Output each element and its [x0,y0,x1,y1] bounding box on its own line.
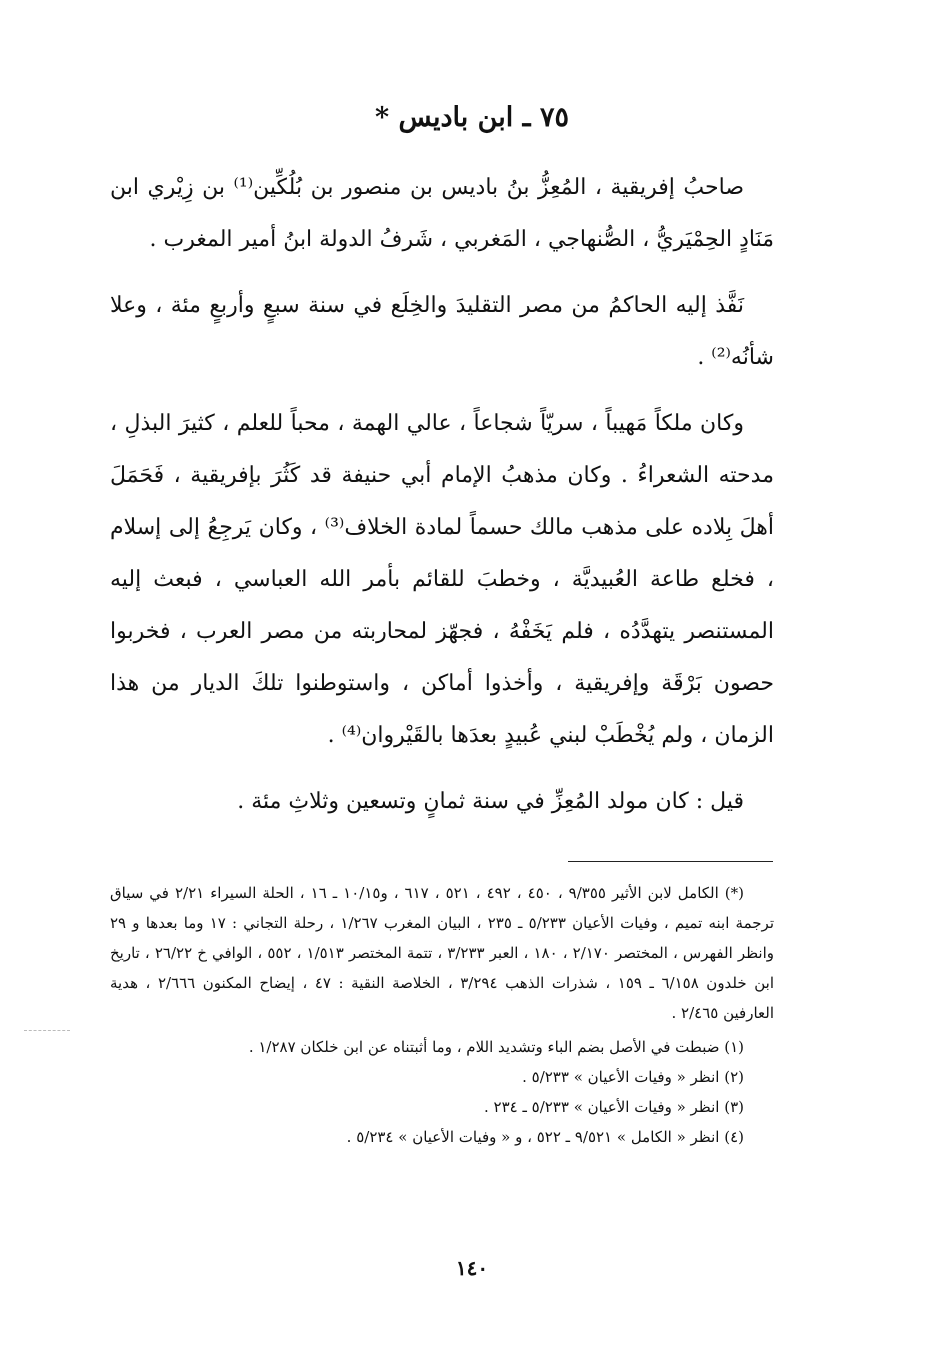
entry-heading: ٧٥ ـ ابن باديس * [375,102,569,133]
footnote-3: (٣) انظر « وفيات الأعيان » ٥/٢٣٣ ـ ٢٣٤ . [483,1098,744,1116]
footnote-4: (٤) انظر « الكامل » ٩/٥٢١ ـ ٥٢٢ ، و « وفيات الأعيان » ٥/٢٣٤ . [346,1128,744,1146]
paragraph-birth: قيل : كان مولد المُعِزِّ في سنة ثمانٍ وتسعين وثلاثِ مئة . [237,789,744,814]
paragraph-reign: وكان ملكاً مَهيباً ، سريّاً شجاعاً ، عالي الهمة ، محباً للعلم ، كثيرَ البذلِ ، مدحته الشعراءُ . وكان مذهبُ الإمام أبي حنيفة قد كَثُرَ بإفريقية ، فَحَمَلَ أهلَ بِلاده على مذهب مالك حسماً لمادة الخلاف⁽³⁾ ، وكان يَرجِعُ إلى إسلام ، فخلع طاعة العُبيديَّة ، وخطبَ للقائم بأمر الله العباسي ، فبعث إليه المستنصر يتهدَّدُه ، فلم يَخَفْهُ ، فجهّز لمحاربته من مصر العرب ، فخربوا حصون بَرْقَة وإفريقية ، وأخذوا أماكن ، واستوطنوا تلكَ الديار من هذا الزمان ، ولم يُخْطَبْ لبني عُبيدٍ بعدَها بالقَيْروان⁽⁴⁾ . [110,411,774,748]
footnotes [110,878,774,1152]
page-number: ١٤٠ [455,1256,489,1280]
footnote-1: (١) ضبطت في الأصل بضم الباء وتشديد اللام ، وما أثبتناه عن ابن خلكان ١/٢٨٧ . [248,1038,744,1056]
main-text [110,162,774,842]
footnote-2: (٢) انظر « وفيات الأعيان » ٥/٢٣٣ . [522,1068,744,1086]
paragraph-lineage: صاحبُ إفريقية ، المُعِزُّ بنُ باديس بن منصور بن بُلُكِّين⁽¹⁾ بن زِيْري ابن مَنَادٍ الحِمْيَريُّ ، الصُّنهاجي ، المَغربي ، شَرفُ الدولة ابنُ أمير المغرب . [110,175,774,252]
footnote-divider [568,861,773,862]
scan-margin-mark [24,1030,70,1031]
paragraph-investiture: نَفَّذ إليه الحاكمُ من مصر التقليدَ والخِلَع في سنة سبعٍ وأربعٍ مئة ، وعلا شأنُه⁽²⁾ . [110,293,774,370]
footnote-sources: (*) الكامل لابن الأثير ٩/٣٥٥ ، ٤٥٠ ، ٤٩٢ ، ٥٢١ ، ٦١٧ ، و١٠/١٥ ـ ١٦ ، الحلة السيراء ٢/٢١ في سياق ترجمة ابنه تميم ، وفيات الأعيان ٥/٢٣٣ ـ ٢٣٥ ، البيان المغرب ١/٢٦٧ ، رحلة التجاني : ١٧ وما بعدها و ٢٩ وانظر الفهرس ، المختصر ٢/١٧٠ ، ١٨٠ ، العبر ٣/٢٣٣ ، تتمة المختصر ١/٥١٣ ، ٥٥٢ ، الوافي خ ٢٦/٢٢ ، تاريخ ابن خلدون ٦/١٥٨ ـ ١٥٩ ، شذرات الذهب ٣/٢٩٤ ، الخلاصة النقية : ٤٧ ، إيضاح المكنون ٢/٦٦٦ ، هدية العارفين ٢/٤٦٥ . [110,884,774,1022]
